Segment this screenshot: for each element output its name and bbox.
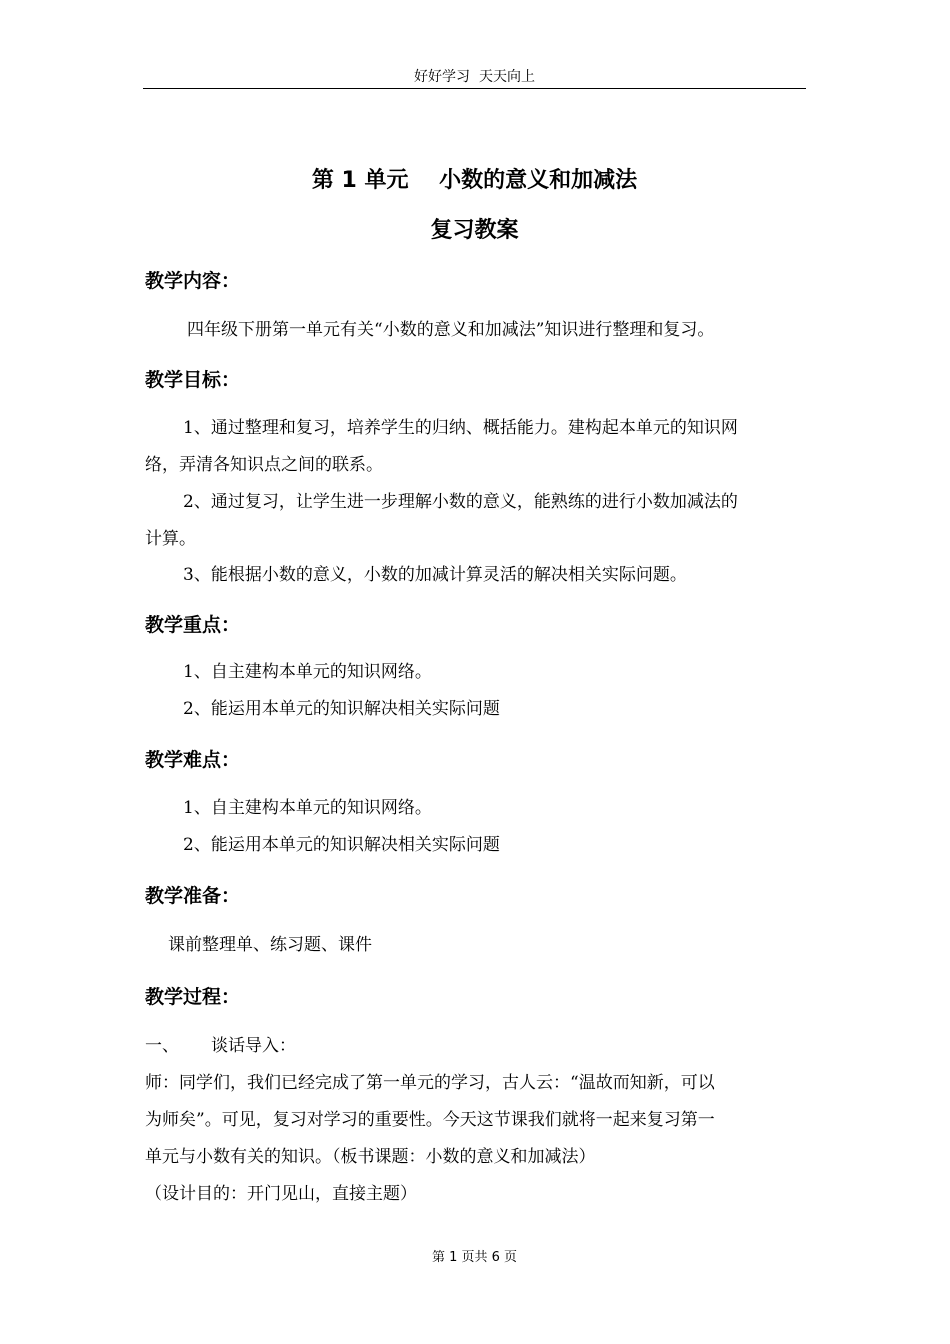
difficulty-item-1: 1、自主建构本单元的知识网络。 [183, 798, 432, 818]
content-text: 四年级下册第一单元有关“小数的意义和加减法”知识进行整理和复习。 [187, 320, 715, 340]
difficulty-item-2: 2、能运用本单元的知识解决相关实际问题 [183, 835, 500, 855]
section-heading-goals: 教学目标： [145, 369, 241, 391]
section-heading-content: 教学内容： [145, 270, 241, 292]
document-title: 第 1 单元 小数的意义和加减法 [311, 168, 638, 193]
document-subtitle: 复习教案 [430, 218, 519, 243]
section-heading-process: 教学过程： [145, 986, 241, 1008]
goal-item-3: 3、能根据小数的意义，小数的加减计算灵活的解决相关实际问题。 [183, 565, 687, 585]
process-paragraph-line-3: 单元与小数有关的知识。（板书课题：小数的意义和加减法） [145, 1147, 596, 1167]
section-heading-preparation: 教学准备： [145, 885, 241, 907]
process-paragraph-line-1: 师：同学们，我们已经完成了第一单元的学习，古人云：“温故而知新，可以 [145, 1073, 715, 1093]
section-heading-difficulties: 教学难点： [145, 749, 241, 771]
header-rule [143, 88, 806, 89]
design-note: （设计目的：开门见山，直接主题） [145, 1184, 417, 1204]
page-header: 好好学习 天天向上 [414, 69, 535, 85]
process-section-1-number: 一、 [145, 1036, 179, 1056]
key-point-item-2: 2、能运用本单元的知识解决相关实际问题 [183, 699, 500, 719]
process-section-1-title: 谈话导入： [211, 1036, 296, 1056]
key-point-item-1: 1、自主建构本单元的知识网络。 [183, 662, 432, 682]
goal-item-1-line-1: 1、通过整理和复习，培养学生的归纳、概括能力。建构起本单元的知识网 [183, 418, 738, 438]
goal-item-1-line-2: 络，弄清各知识点之间的联系。 [145, 455, 383, 475]
process-paragraph-line-2: 为师矣”。可见，复习对学习的重要性。今天这节课我们就将一起来复习第一 [145, 1110, 715, 1130]
section-heading-key-points: 教学重点： [145, 614, 241, 636]
preparation-text: 课前整理单、练习题、课件 [168, 935, 372, 955]
goal-item-2-line-2: 计算。 [145, 529, 196, 549]
goal-item-2-line-1: 2、通过复习，让学生进一步理解小数的意义，能熟练的进行小数加减法的 [183, 492, 738, 512]
page-footer: 第 1 页共 6 页 [431, 1250, 518, 1265]
